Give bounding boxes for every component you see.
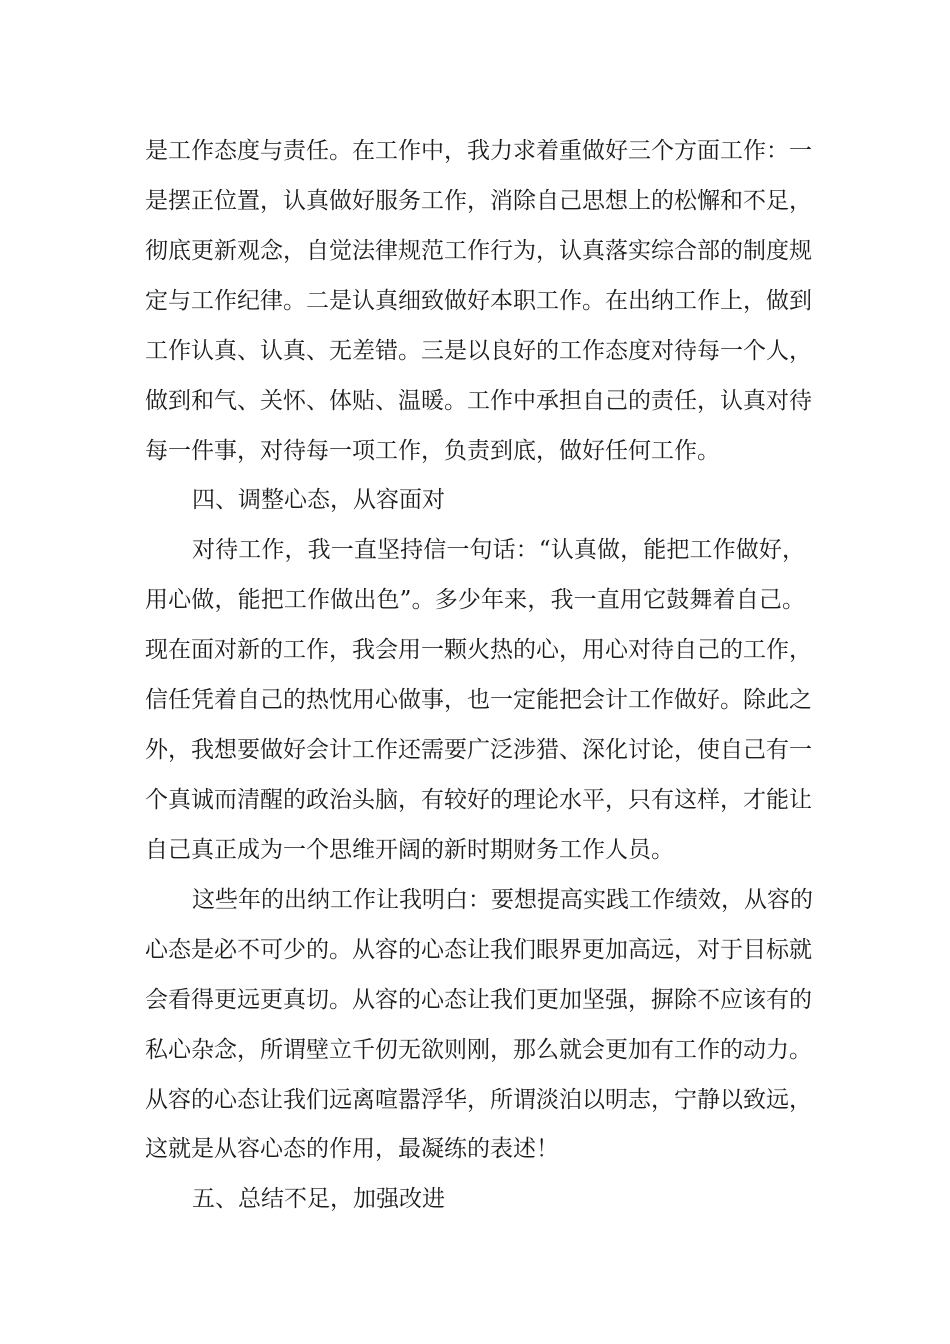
body-line: 工作认真、认真、无差错。三是以良好的工作态度对待每一个人， <box>145 338 812 364</box>
body-line: 从容的心态让我们远离喧嚣浮华，所谓淡泊以明志，宁静以致远， <box>145 1087 812 1113</box>
body-line: 这些年的出纳工作让我明白：要想提高实践工作绩效，从容的 <box>192 887 813 913</box>
body-line: 外，我想要做好会计工作还需要广泛涉猎、深化讨论，使自己有一 <box>145 737 812 763</box>
body-line: 彻底更新观念，自觉法律规范工作行为，认真落实综合部的制度规 <box>145 238 812 264</box>
body-line: 对待工作，我一直坚持信一句话：“认真做，能把工作做好， <box>192 537 805 563</box>
body-line: 是工作态度与责任。在工作中，我力求着重做好三个方面工作：一 <box>145 138 812 164</box>
body-line: 自己真正成为一个思维开阔的新时期财务工作人员。 <box>145 837 674 863</box>
body-line: 私心杂念，所谓壁立千仞无欲则刚，那么就会更加有工作的动力。 <box>145 1037 812 1063</box>
body-line: 信任凭着自己的热忱用心做事，也一定能把会计工作做好。除此之 <box>145 687 812 713</box>
body-line: 定与工作纪律。二是认真细致做好本职工作。在出纳工作上，做到 <box>145 288 812 314</box>
body-line: 心态是必不可少的。从容的心态让我们眼界更加高远，对于目标就 <box>145 937 812 963</box>
body-line: 做到和气、关怀、体贴、温暖。工作中承担自己的责任，认真对待 <box>145 388 812 414</box>
body-line: 是摆正位置，认真做好服务工作，消除自己思想上的松懈和不足， <box>145 188 812 214</box>
section-heading: 五、总结不足，加强改进 <box>192 1186 445 1212</box>
section-heading: 四、调整心态，从容面对 <box>192 487 445 513</box>
body-line: 每一件事，对待每一项工作，负责到底，做好任何工作。 <box>145 438 720 464</box>
body-line: 个真诚而清醒的政治头脑，有较好的理论水平，只有这样，才能让 <box>145 787 812 813</box>
body-line: 现在面对新的工作，我会用一颗火热的心，用心对待自己的工作， <box>145 637 812 663</box>
body-line: 会看得更远更真切。从容的心态让我们更加坚强，摒除不应该有的 <box>145 987 812 1013</box>
body-line: 这就是从容心态的作用，最凝练的表述！ <box>145 1136 559 1162</box>
body-line: 用心做，能把工作做出色”。多少年来，我一直用它鼓舞着自己。 <box>145 587 805 613</box>
